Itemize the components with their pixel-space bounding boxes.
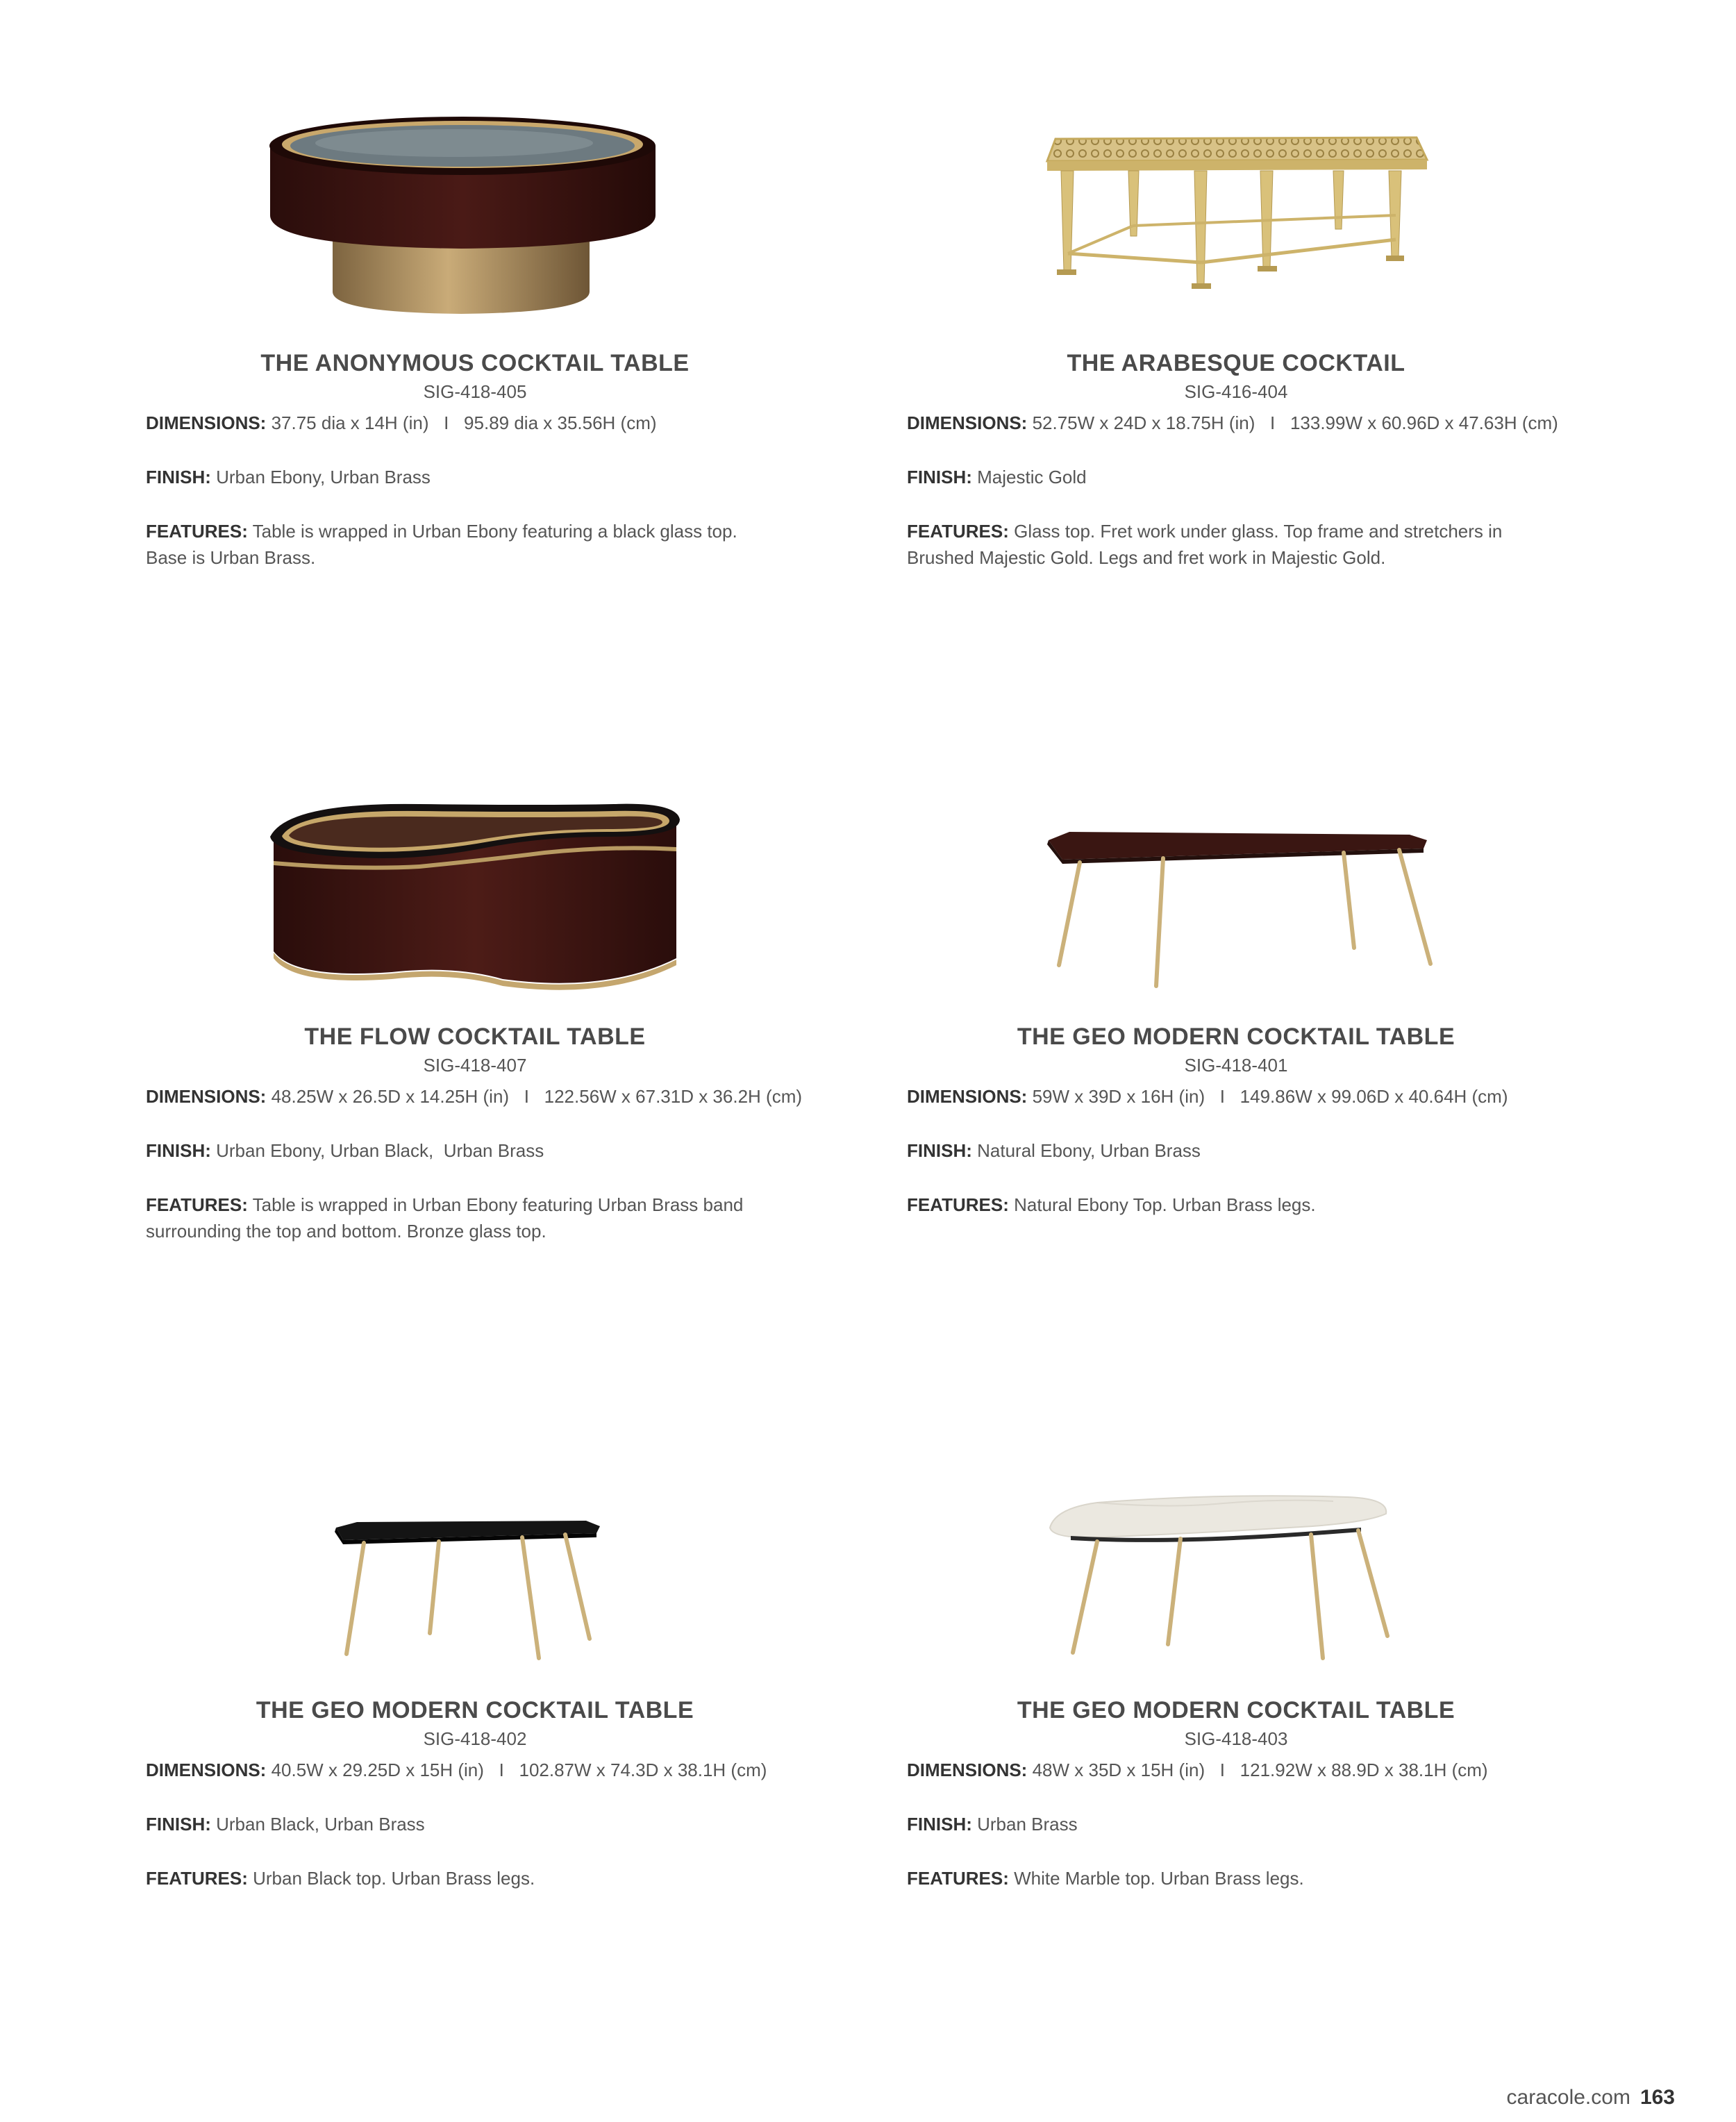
finish-line: [146, 1137, 840, 1164]
finish-label: FINISH:: [907, 467, 972, 487]
features-value: Natural Ebony Top. Urban Brass legs.: [1014, 1194, 1316, 1215]
geo-urban-black-table-illustration: [128, 1444, 822, 1694]
finish-value: Urban Ebony, Urban Black, Urban Brass: [216, 1140, 544, 1161]
features-label: FEATURES:: [146, 1868, 248, 1889]
product-sku: SIG-418-402: [423, 1728, 527, 1749]
features-value: Table is wrapped in Urban Ebony featuring Urban Brass band: [252, 1194, 744, 1215]
dimensions-label: DIMENSIONS:: [146, 1760, 267, 1780]
dimensions-label: DIMENSIONS:: [907, 1086, 1028, 1107]
finish-label: FINISH:: [146, 467, 211, 487]
features-value-cont: Base is Urban Brass.: [146, 547, 316, 568]
features-line: [907, 1192, 1601, 1218]
finish-label: FINISH:: [907, 1814, 972, 1835]
dimensions-line: [146, 410, 840, 436]
dimensions-value: 37.75 dia x 14H (in) I 95.89 dia x 35.56H (cm): [271, 412, 657, 433]
product-card-arabesque: [889, 97, 1583, 583]
product-card-geo-402: [128, 1444, 822, 1930]
product-title: THE GEO MODERN COCKTAIL TABLE: [256, 1697, 694, 1723]
product-image: [128, 1444, 822, 1694]
features-label: FEATURES:: [907, 1194, 1009, 1215]
flow-table-illustration: [128, 771, 822, 1021]
product-title: THE ARABESQUE COCKTAIL: [1067, 350, 1405, 376]
product-sku: SIG-418-407: [423, 1055, 527, 1076]
dimensions-label: DIMENSIONS:: [907, 1760, 1028, 1780]
features-label: FEATURES:: [146, 1194, 248, 1215]
features-line: [146, 1865, 840, 1891]
finish-value: Urban Ebony, Urban Brass: [216, 467, 431, 487]
product-image: [128, 771, 822, 1021]
product-title: THE GEO MODERN COCKTAIL TABLE: [1017, 1697, 1455, 1723]
finish-label: FINISH:: [146, 1140, 211, 1161]
product-title: THE GEO MODERN COCKTAIL TABLE: [1017, 1024, 1455, 1050]
dimensions-line: [146, 1083, 910, 1110]
features-value-cont: Brushed Majestic Gold. Legs and fret work in Majestic Gold.: [907, 547, 1386, 568]
dimensions-value: 59W x 39D x 16H (in) I 149.86W x 99.06D x 40.64H (cm): [1032, 1086, 1508, 1107]
dimensions-line: [907, 1083, 1671, 1110]
product-title: THE FLOW COCKTAIL TABLE: [304, 1024, 646, 1050]
dimensions-label: DIMENSIONS:: [907, 412, 1028, 433]
features-line: [146, 518, 840, 571]
product-sku: SIG-416-404: [1184, 381, 1288, 402]
features-value: Table is wrapped in Urban Ebony featuring a black glass top.: [252, 521, 737, 542]
dimensions-line: [146, 1757, 910, 1783]
geo-white-marble-table-illustration: [889, 1444, 1583, 1694]
product-card-geo-403: [889, 1444, 1583, 1930]
finish-line: [907, 1811, 1601, 1837]
product-card-geo-401: [889, 771, 1583, 1257]
finish-value: Majestic Gold: [977, 467, 1087, 487]
product-card-anonymous: [128, 97, 822, 583]
site-link[interactable]: caracole.com: [1506, 2086, 1630, 2109]
finish-line: [907, 1137, 1601, 1164]
product-card-flow: [128, 771, 822, 1257]
product-sku: SIG-418-403: [1184, 1728, 1288, 1749]
dimensions-value: 48.25W x 26.5D x 14.25H (in) I 122.56W x 67.31D x 36.2H (cm): [271, 1086, 803, 1107]
finish-value: Urban Brass: [977, 1814, 1078, 1835]
finish-value: Urban Black, Urban Brass: [216, 1814, 425, 1835]
product-image: [889, 1444, 1583, 1694]
dimensions-line: [907, 410, 1699, 436]
finish-line: [146, 1811, 840, 1837]
arabesque-table-illustration: [889, 97, 1583, 347]
product-image: [889, 97, 1583, 347]
features-line: [907, 518, 1601, 571]
finish-line: [146, 464, 840, 490]
features-value: Urban Black top. Urban Brass legs.: [253, 1868, 535, 1889]
features-value-cont: surrounding the top and bottom. Bronze glass top.: [146, 1221, 546, 1242]
product-title: THE ANONYMOUS COCKTAIL TABLE: [260, 350, 690, 376]
dimensions-value: 40.5W x 29.25D x 15H (in) I 102.87W x 74.3D x 38.1H (cm): [271, 1760, 767, 1780]
features-label: FEATURES:: [907, 1868, 1009, 1889]
product-image: [128, 97, 822, 347]
features-label: FEATURES:: [146, 521, 248, 542]
features-value: White Marble top. Urban Brass legs.: [1014, 1868, 1304, 1889]
features-value: Glass top. Fret work under glass. Top frame and stretchers in: [1014, 521, 1503, 542]
finish-label: FINISH:: [907, 1140, 972, 1161]
page-number: 163: [1639, 2086, 1675, 2109]
features-line: [907, 1865, 1601, 1891]
anonymous-table-illustration: [128, 97, 822, 347]
dimensions-value: 48W x 35D x 15H (in) I 121.92W x 88.9D x 38.1H (cm): [1032, 1760, 1488, 1780]
page-footer: [1507, 2086, 1675, 2110]
dimensions-value: 52.75W x 24D x 18.75H (in) I 133.99W x 60.96D x 47.63H (cm): [1032, 412, 1558, 433]
product-sku: SIG-418-405: [423, 381, 527, 402]
features-label: FEATURES:: [907, 521, 1009, 542]
finish-value: Natural Ebony, Urban Brass: [977, 1140, 1201, 1161]
dimensions-label: DIMENSIONS:: [146, 412, 267, 433]
finish-label: FINISH:: [146, 1814, 211, 1835]
finish-line: [907, 464, 1601, 490]
geo-natural-ebony-table-illustration: [889, 771, 1583, 1021]
dimensions-line: [907, 1757, 1671, 1783]
features-line: [146, 1192, 840, 1244]
product-image: [889, 771, 1583, 1021]
dimensions-label: DIMENSIONS:: [146, 1086, 267, 1107]
product-sku: SIG-418-401: [1184, 1055, 1288, 1076]
